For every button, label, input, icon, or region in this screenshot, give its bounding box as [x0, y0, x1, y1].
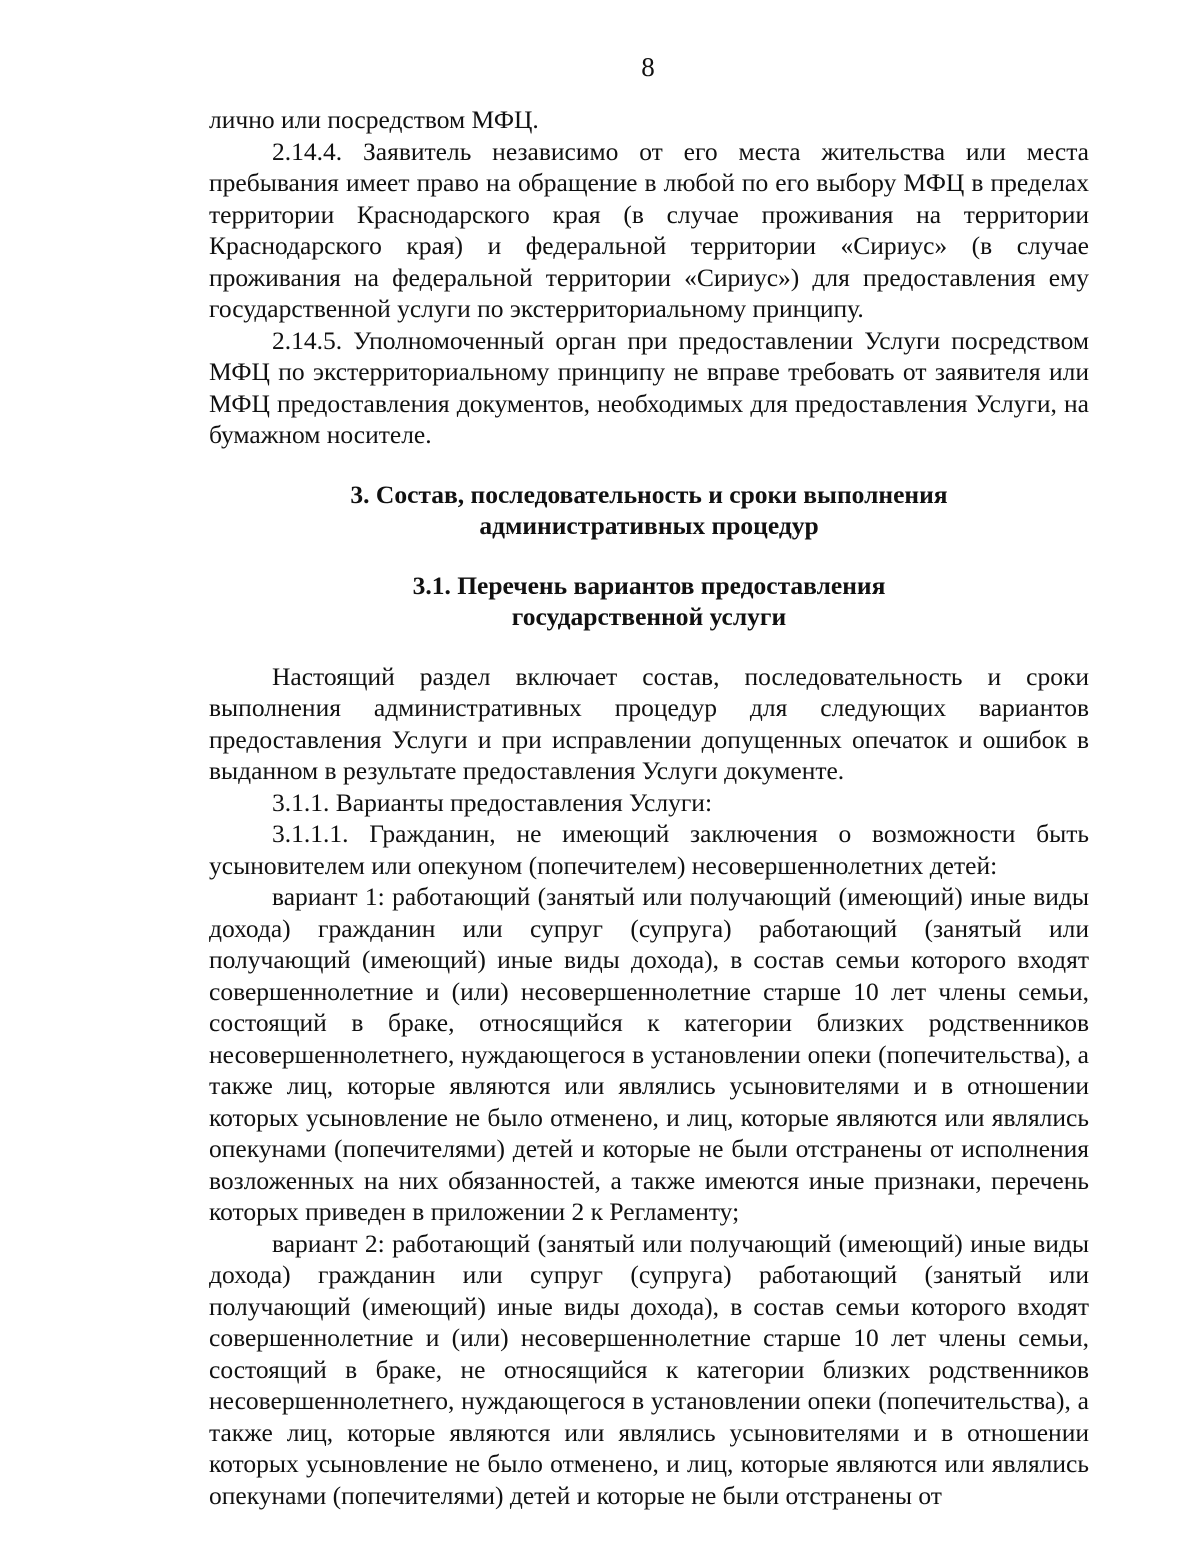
section-3-heading — [209, 479, 1089, 542]
section-3-heading-line-2: административных процедур — [479, 511, 819, 540]
page-body — [209, 104, 1089, 1511]
section-3-1-heading-line-1: 3.1. Перечень вариантов предоставления — [412, 570, 886, 600]
paragraph-continuation: лично или посредством МФЦ. — [209, 105, 539, 134]
paragraph-section-intro: Настоящий раздел включает состав, последовательность и сроки выполнения административных процедур для следующих вариантов предоставления Услуги и при исправлении допущенных опечаток и ошибок в выданном в результате предоставления Услуги документе. — [209, 661, 1089, 785]
paragraph-variant-1: вариант 1: работающий (занятый или получающий (имеющий) иные виды дохода) гражданин или супруг (супруга) работающий (занятый или получающий (имеющий) иные виды дохода), в состав семьи которого входят совершеннолетние и (или) несовершеннолетние старше 10 лет члены семьи, состоящий в браке, относящийся к категории близких родственников несовершеннолетнего, нуждающегося в установлении опеки (попечительства), а также лиц, которые являются или являлись усыновителями и в отношении которых усыновление не было отменено, и лиц, которые являются или являлись опекунами (попечителями) детей и которые не были отстранены от исполнения возложенных на них обязанностей, а также имеются иные признаки, перечень которых приведен в приложении 2 к Регламенту; — [209, 882, 1089, 1226]
section-3-1-heading — [209, 570, 1089, 633]
paragraph-3-1-1-1: 3.1.1.1. Гражданин, не имеющий заключения о возможности быть усыновителем или опекуном (попечителем) несовершеннолетних детей: — [209, 819, 1089, 880]
spacer — [209, 542, 1089, 570]
paragraph-variant-2: вариант 2: работающий (занятый или получающий (имеющий) иные виды дохода) гражданин или супруг (супруга) работающий (занятый или получающий (имеющий) иные виды дохода), в состав семьи которого входят совершеннолетние и (или) несовершеннолетние старше 10 лет члены семьи, состоящий в браке, не относящийся к категории близких родственников несовершеннолетнего, нуждающегося в установлении опеки (попечительства), а также лиц, которые являются или являлись усыновителями и в отношении которых усыновление не было отменено, и лиц, которые являются или являлись опекунами (попечителями) детей и которые не были отстранены от — [209, 1228, 1089, 1510]
spacer — [209, 451, 1089, 479]
page-number: 8 — [641, 52, 655, 82]
section-3-1-heading-line-2: государственной услуги — [511, 602, 787, 631]
spacer — [209, 633, 1089, 661]
paragraph-2-14-4: 2.14.4. Заявитель независимо от его места жительства или места пребывания имеет право на обращение в любой по его выбору МФЦ в пределах территории Краснодарского края (в случае проживания на территории Краснодарского края) и федеральной территории «Сириус» (в случае проживания на федеральной территории «Сириус») для предоставления ему государственной услуги по экстерриториальному принципу. — [209, 136, 1089, 323]
section-3-heading-line-1: 3. Состав, последовательность и сроки выполнения — [350, 479, 948, 509]
paragraph-2-14-5: 2.14.5. Уполномоченный орган при предоставлении Услуги посредством МФЦ по экстерриториальному принципу не вправе требовать от заявителя или МФЦ предоставления документов, необходимых для предоставления Услуги, на бумажном носителе. — [209, 325, 1089, 449]
paragraph-3-1-1: 3.1.1. Варианты предоставления Услуги: — [272, 787, 713, 817]
